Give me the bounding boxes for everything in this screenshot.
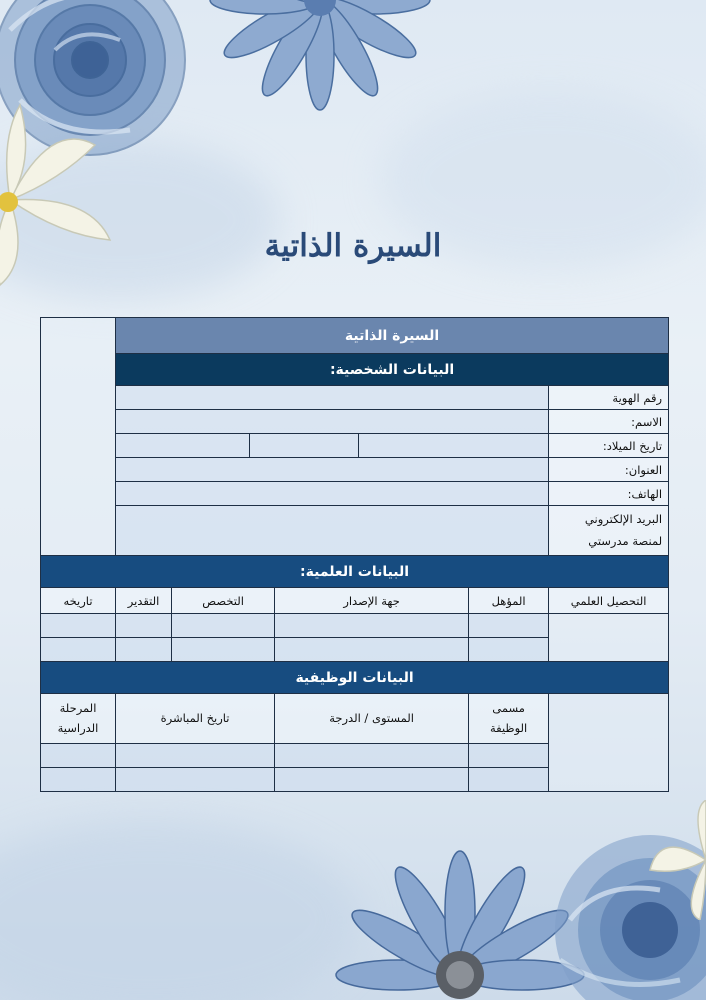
job-title-header-line: الوظيفة xyxy=(489,720,528,735)
email-label-line: لمنصة مدرستي xyxy=(588,533,663,548)
job-cell[interactable] xyxy=(41,744,116,768)
academic-column-header: التقدير xyxy=(116,588,172,614)
job-columns-row xyxy=(41,694,669,744)
birth-date-field[interactable] xyxy=(359,434,549,458)
academic-column-header: التحصيل العلمي xyxy=(549,588,669,614)
personal-row xyxy=(41,386,669,410)
job-level-header: المستوى / الدرجة xyxy=(275,694,469,744)
name-label: الاسم: xyxy=(549,410,669,434)
background-wash xyxy=(0,820,360,1000)
page-title: السيرة الذاتية xyxy=(264,228,442,264)
job-cell[interactable] xyxy=(469,768,549,792)
personal-data-heading: البيانات الشخصية: xyxy=(116,354,669,386)
job-cell[interactable] xyxy=(116,768,275,792)
academic-row xyxy=(41,614,669,638)
academic-cell[interactable] xyxy=(275,614,469,638)
academic-cell[interactable] xyxy=(172,638,275,662)
photo-box[interactable] xyxy=(41,318,116,556)
cv-header: السيرة الذاتية xyxy=(116,318,669,354)
personal-row xyxy=(41,506,669,556)
job-cell[interactable] xyxy=(275,768,469,792)
job-title-header-line: مسمى xyxy=(492,700,525,715)
id-number-field[interactable] xyxy=(116,386,549,410)
phone-label: الهاتف: xyxy=(549,482,669,506)
academic-heading-row xyxy=(41,556,669,588)
academic-cell[interactable] xyxy=(172,614,275,638)
personal-row xyxy=(41,458,669,482)
academic-cell[interactable] xyxy=(41,614,116,638)
job-stage-header-line: الدراسية xyxy=(57,720,99,735)
academic-column-header: جهة الإصدار xyxy=(275,588,469,614)
academic-cell[interactable] xyxy=(116,614,172,638)
id-number-label: رقم الهوية xyxy=(549,386,669,410)
job-stage-header-line: المرحلة xyxy=(59,700,97,715)
job-cell[interactable] xyxy=(275,744,469,768)
academic-cell[interactable] xyxy=(116,638,172,662)
job-stage-header xyxy=(41,694,116,744)
job-start-date-header: تاريخ المباشرة xyxy=(116,694,275,744)
academic-achievement-cell[interactable] xyxy=(549,614,669,662)
academic-column-header: تاريخه xyxy=(41,588,116,614)
job-heading-row xyxy=(41,662,669,694)
personal-row xyxy=(41,482,669,506)
phone-field[interactable] xyxy=(116,482,549,506)
name-field[interactable] xyxy=(116,410,549,434)
birth-date-field[interactable] xyxy=(250,434,359,458)
academic-cell[interactable] xyxy=(469,614,549,638)
job-cell[interactable] xyxy=(116,744,275,768)
birth-date-label: تاريخ الميلاد: xyxy=(549,434,669,458)
personal-row xyxy=(41,410,669,434)
striped-daisy-decoration xyxy=(170,0,470,120)
job-data-heading: البيانات الوظيفية xyxy=(41,662,669,694)
academic-columns-row xyxy=(41,588,669,614)
personal-heading-row xyxy=(41,354,669,386)
job-cell[interactable] xyxy=(41,768,116,792)
white-lily-decoration xyxy=(640,800,706,920)
academic-column-header: المؤهل xyxy=(469,588,549,614)
email-label xyxy=(549,506,669,556)
job-title-header xyxy=(469,694,549,744)
email-label-line: البريد الإلكتروني xyxy=(584,511,663,526)
academic-cell[interactable] xyxy=(469,638,549,662)
job-cell[interactable] xyxy=(469,744,549,768)
address-field[interactable] xyxy=(116,458,549,482)
academic-cell[interactable] xyxy=(275,638,469,662)
personal-row xyxy=(41,434,669,458)
cv-form-table xyxy=(40,317,669,792)
email-field[interactable] xyxy=(116,506,549,556)
cv-header-row xyxy=(41,318,669,354)
academic-data-heading: البيانات العلمية: xyxy=(41,556,669,588)
job-side-cell[interactable] xyxy=(549,694,669,792)
academic-column-header: التخصص xyxy=(172,588,275,614)
address-label: العنوان: xyxy=(549,458,669,482)
academic-cell[interactable] xyxy=(41,638,116,662)
birth-date-field[interactable] xyxy=(116,434,250,458)
